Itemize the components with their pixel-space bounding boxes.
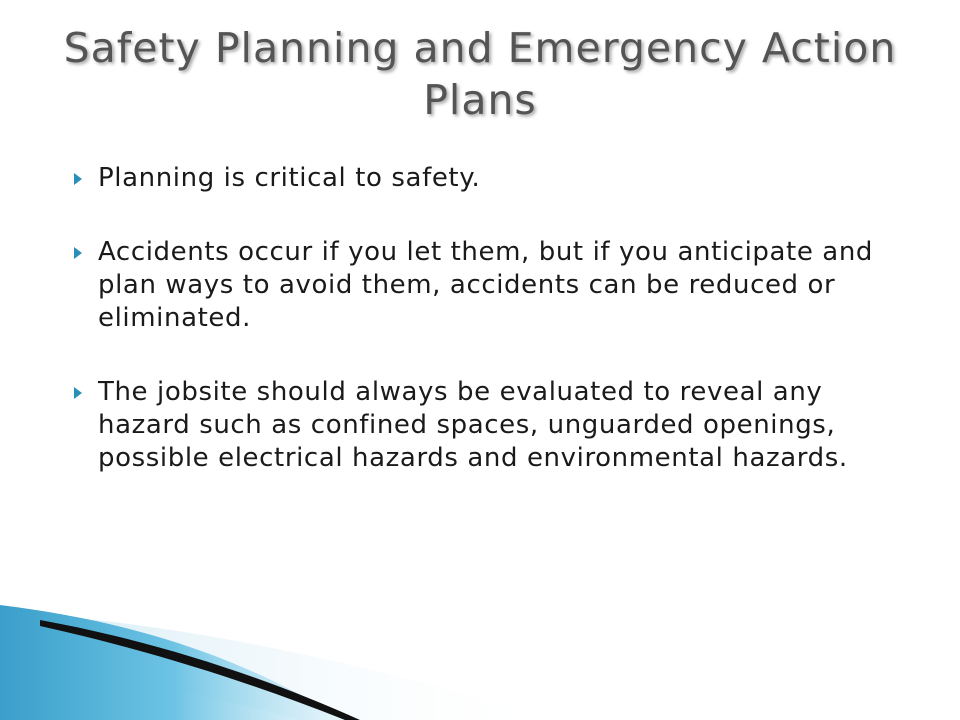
slide-title: Safety Planning and Emergency Action Plans [63,24,897,124]
bullet-text: The jobsite should always be evaluated to reveal any hazard such as confined spaces, unguarded openings, possible electrical hazards and environmental hazards. [98,377,848,473]
bullet-text: Accidents occur if you let them, but if you anticipate and plan ways to avoid them, accidents can be reduced or eliminated. [98,237,874,333]
bullet-text: Planning is critical to safety. [98,163,481,193]
